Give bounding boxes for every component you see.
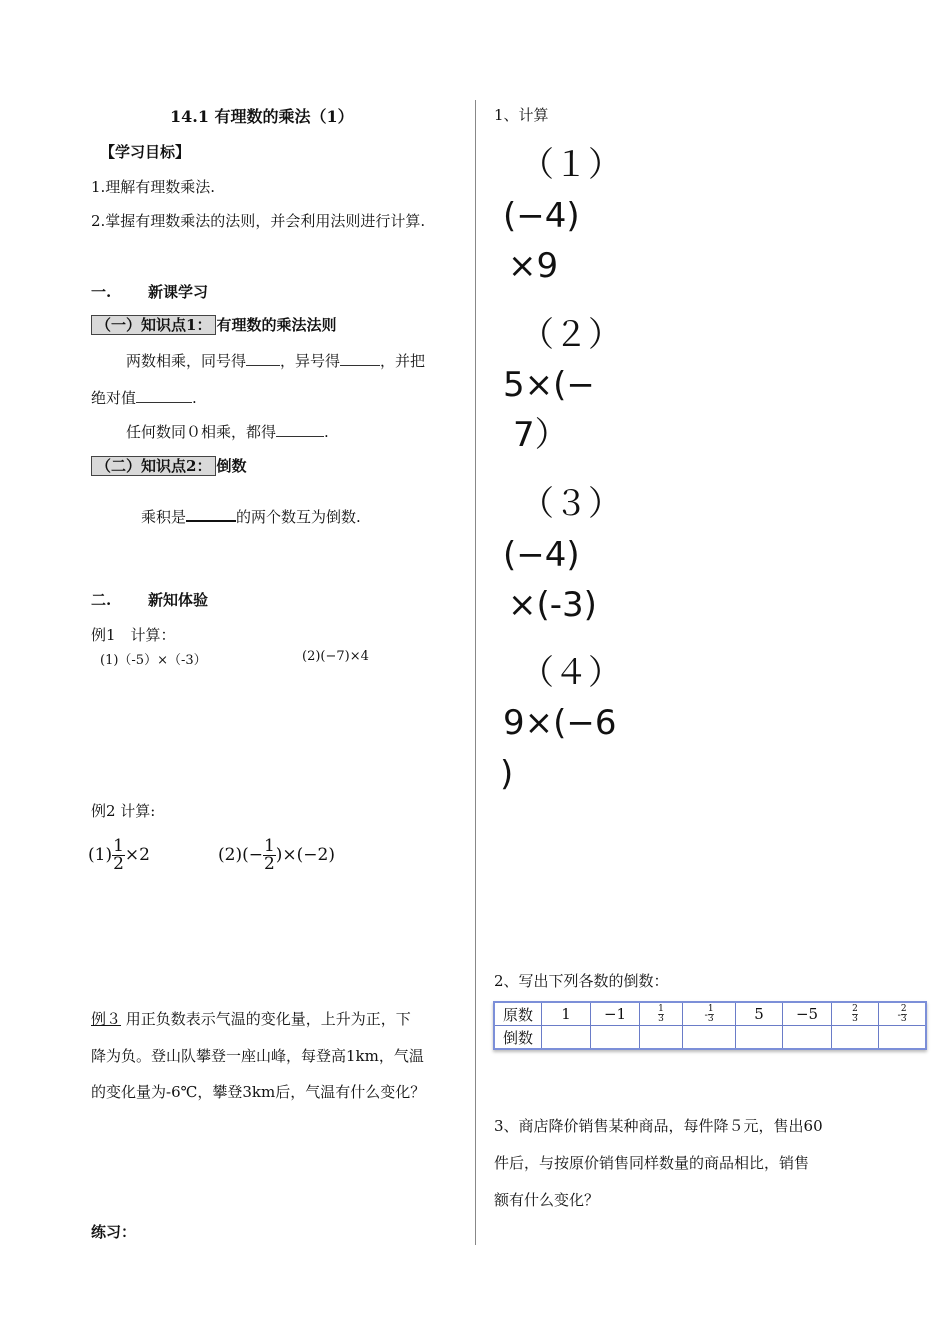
rule-text-abs: 绝对值 bbox=[91, 389, 137, 407]
objective-item-1: 1.理解有理数乘法. bbox=[91, 178, 216, 196]
page-title: 14.1 有理数的乘法（1） bbox=[170, 107, 354, 126]
reciprocal-text-b: 的两个数互为倒数. bbox=[236, 508, 361, 526]
q1-2-number: （２） bbox=[520, 315, 622, 355]
table-header-original: 原数 bbox=[494, 1002, 542, 1026]
q1-4-line-3: ) bbox=[500, 754, 514, 794]
q1-3-line-2: (−4) bbox=[503, 535, 580, 575]
table-cell: $\frac{2}{3}$ bbox=[832, 1002, 879, 1026]
example3-line-3: 的变化量为-6℃，攀登3km后，气温有什么变化？ bbox=[91, 1083, 426, 1101]
blank-zero-product[interactable] bbox=[276, 422, 324, 437]
practice-label: 练习： bbox=[91, 1223, 137, 1241]
example1-question-1: (1)（-5）×（-3） bbox=[100, 653, 207, 668]
q1-2-line-3: 7） bbox=[513, 415, 569, 455]
blank-reciprocal[interactable] bbox=[186, 506, 236, 522]
table-cell: $\frac{1}{3}$ bbox=[640, 1002, 683, 1026]
column-divider bbox=[475, 100, 476, 1245]
reciprocal-text-a: 乘积是 bbox=[141, 508, 187, 526]
rule-line-3: 任何数同０相乘，都得 . bbox=[126, 423, 329, 441]
blank-abs-value[interactable] bbox=[136, 388, 192, 403]
example2-question-2 bbox=[218, 838, 335, 873]
objective-item-2: 2.掌握有理数乘法的法则，并会利用法则进行计算. bbox=[91, 212, 426, 230]
kp2-label: （二）知识点2： bbox=[91, 456, 216, 476]
example1-label: 例1 计算： bbox=[91, 626, 176, 644]
reciprocal-definition bbox=[141, 506, 361, 527]
knowledge-point-2 bbox=[91, 455, 246, 476]
answer-cell[interactable] bbox=[542, 1026, 591, 1050]
fraction-neg-one-half: $\frac{1}{2}$ bbox=[263, 836, 275, 874]
ex2-q1-suffix: ×2 bbox=[124, 845, 150, 865]
answer-cell[interactable] bbox=[832, 1026, 879, 1050]
rule-line-2: 绝对值 . bbox=[91, 389, 197, 407]
ex2-q2-prefix: (2)(− bbox=[218, 845, 263, 865]
example3-label: 例３ bbox=[91, 1010, 122, 1028]
question3-line-3: 额有什么变化？ bbox=[494, 1191, 600, 1209]
blank-same-sign[interactable] bbox=[246, 351, 280, 366]
table-cell: - $\frac{2}{3}$ bbox=[879, 1002, 927, 1026]
table-cell: - $\frac{1}{3}$ bbox=[683, 1002, 736, 1026]
rule-text-and: ，并把 bbox=[380, 352, 426, 370]
question2-label: 2、写出下列各数的倒数： bbox=[494, 972, 669, 990]
kp2-title: 倒数 bbox=[216, 457, 247, 475]
table-row-reciprocal bbox=[494, 1026, 926, 1050]
q1-1-number: （１） bbox=[520, 145, 622, 185]
table-cell: −5 bbox=[783, 1002, 832, 1026]
section2-number: 二. bbox=[91, 591, 112, 609]
section1-number: 一. bbox=[91, 283, 112, 301]
objectives-heading: 【学习目标】 bbox=[100, 143, 191, 161]
answer-cell[interactable] bbox=[640, 1026, 683, 1050]
answer-cell[interactable] bbox=[736, 1026, 783, 1050]
ex2-q1-prefix: (1) bbox=[88, 845, 113, 865]
answer-cell[interactable] bbox=[783, 1026, 832, 1050]
example3-line-2: 降为负。登山队攀登一座山峰，每登高1km，气温 bbox=[91, 1047, 424, 1065]
table-cell: 5 bbox=[736, 1002, 783, 1026]
example2-question-1 bbox=[88, 838, 150, 873]
q1-4-number: （４） bbox=[520, 653, 622, 693]
table-cell: 1 bbox=[542, 1002, 591, 1026]
table-row-original bbox=[494, 1002, 926, 1026]
rule-text-diff-sign: ，异号得 bbox=[280, 352, 341, 370]
question3-line-2: 件后，与按原价销售同样数量的商品相比，销售 bbox=[494, 1154, 810, 1172]
kp1-label: （一）知识点1： bbox=[91, 315, 216, 335]
section1-heading: 新课学习 bbox=[148, 283, 209, 301]
answer-cell[interactable] bbox=[879, 1026, 927, 1050]
blank-diff-sign[interactable] bbox=[340, 351, 380, 366]
rule-text-same-sign: 两数相乘，同号得 bbox=[126, 352, 247, 370]
q1-1-line-2: (−4) bbox=[503, 196, 580, 236]
example2-label: 例2 计算: bbox=[91, 802, 156, 820]
q1-2-line-2: 5×(− bbox=[503, 365, 595, 405]
example3-line-1 bbox=[91, 1008, 411, 1029]
kp1-title: 有理数的乘法法则 bbox=[216, 316, 337, 334]
reciprocal-table bbox=[493, 1001, 927, 1050]
answer-cell[interactable] bbox=[683, 1026, 736, 1050]
question1-label: 1、计算 bbox=[494, 106, 549, 124]
table-header-reciprocal: 倒数 bbox=[494, 1026, 542, 1050]
q1-1-line-3: ×9 bbox=[508, 246, 559, 286]
knowledge-point-1 bbox=[91, 314, 336, 335]
question3-line-1: 3、商店降价销售某种商品，每件降５元，售出60 bbox=[494, 1117, 823, 1135]
q1-3-number: （３） bbox=[520, 484, 622, 524]
fraction-one-half: $\frac{1}{2}$ bbox=[113, 836, 124, 874]
answer-cell[interactable] bbox=[591, 1026, 640, 1050]
ex2-q2-suffix: )×(−2) bbox=[275, 845, 335, 865]
q1-3-line-3: ×(-3) bbox=[508, 585, 597, 625]
table-cell: −1 bbox=[591, 1002, 640, 1026]
example3-text-1: 用正负数表示气温的变化量，上升为正，下 bbox=[125, 1010, 411, 1028]
q1-4-line-2: 9×(−6 bbox=[503, 703, 617, 743]
rule-text-zero: 任何数同０相乘，都得 bbox=[126, 423, 277, 441]
example1-question-2: (2)(−7)×4 bbox=[302, 649, 369, 664]
rule-line-1 bbox=[126, 350, 425, 371]
section2-heading: 新知体验 bbox=[148, 591, 209, 609]
